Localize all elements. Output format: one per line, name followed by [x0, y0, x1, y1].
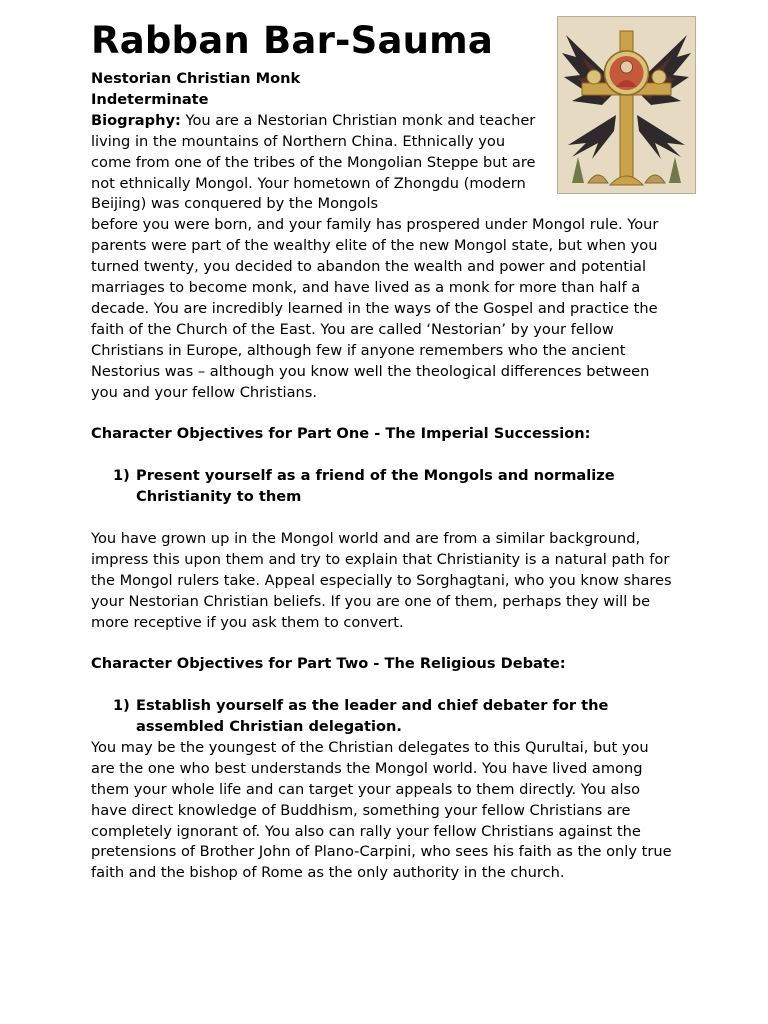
part-two-objective-text: Establish yourself as the leader and chief debater for the assembled Christian delegation. [136, 697, 609, 736]
biography-label: Biography: [91, 111, 181, 129]
biography-intro-text: You are a Nestorian Christian monk and teacher living in the mountains of Northern China. Ethnically you come from one of the tribes of the Mongolian Steppe but are not ethnically Mongol. Your hometown of Zhongdu (modern Beijing) was conquered by the Mongols [91, 111, 536, 213]
character-alignment: Indeterminate [91, 90, 209, 108]
part-one-objective-number: 1) [113, 467, 130, 485]
part-two-heading: Character Objectives for Part Two - The Religious Debate: [91, 655, 566, 673]
part-two-objective-number: 1) [113, 697, 130, 715]
character-role: Nestorian Christian Monk [91, 70, 301, 87]
part-two-objective [91, 696, 676, 738]
page-title: Rabban Bar-Sauma [91, 19, 494, 62]
character-description [91, 69, 676, 884]
part-one-heading: Character Objectives for Part One - The Imperial Succession: [91, 425, 591, 443]
part-one-objective-text: Present yourself as a friend of the Mongols and normalize Christianity to them [136, 467, 615, 506]
biography-intro [91, 111, 546, 216]
part-two-text: You may be the youngest of the Christian delegates to this Qurultai, but you are the one who best understands the Mongol world. You have lived among them your whole life and can target your appeals to them directly. You also have direct knowledge of Buddhism, something your fellow Christians are completely ignorant of. You also can rally your fellow Christians against the pretensions of Brother John of Plano-Carpini, who sees his faith as the only true faith and the bishop of Rome as the only authority in the church. [91, 738, 672, 882]
biography-rest: before you were born, and your family has prospered under Mongol rule. Your parents were part of the wealthy elite of the new Mongol state, but when you turned twenty, you decided to abandon the wealth and power and potential marriages to become monk, and have lived as a monk for more than half a decade. You are incredibly learned in the ways of the Gospel and practice the faith of the Church of the East. You are called ‘Nestorian’ by your fellow Christians in Europe, although few if anyone remembers who the ancient Nestorius was – although you know well the theological differences between you and your fellow Christians. [91, 216, 659, 401]
part-one-text: You have grown up in the Mongol world and are from a similar background, impress this upon them and try to explain that Christianity is a natural path for the Mongol rulers take. Appeal especially to Sorghagtani, who you know shares your Nestorian Christian beliefs. If you are one of them, perhaps they will be more receptive if you ask them to convert. [91, 529, 672, 631]
part-one-objective [91, 466, 676, 508]
